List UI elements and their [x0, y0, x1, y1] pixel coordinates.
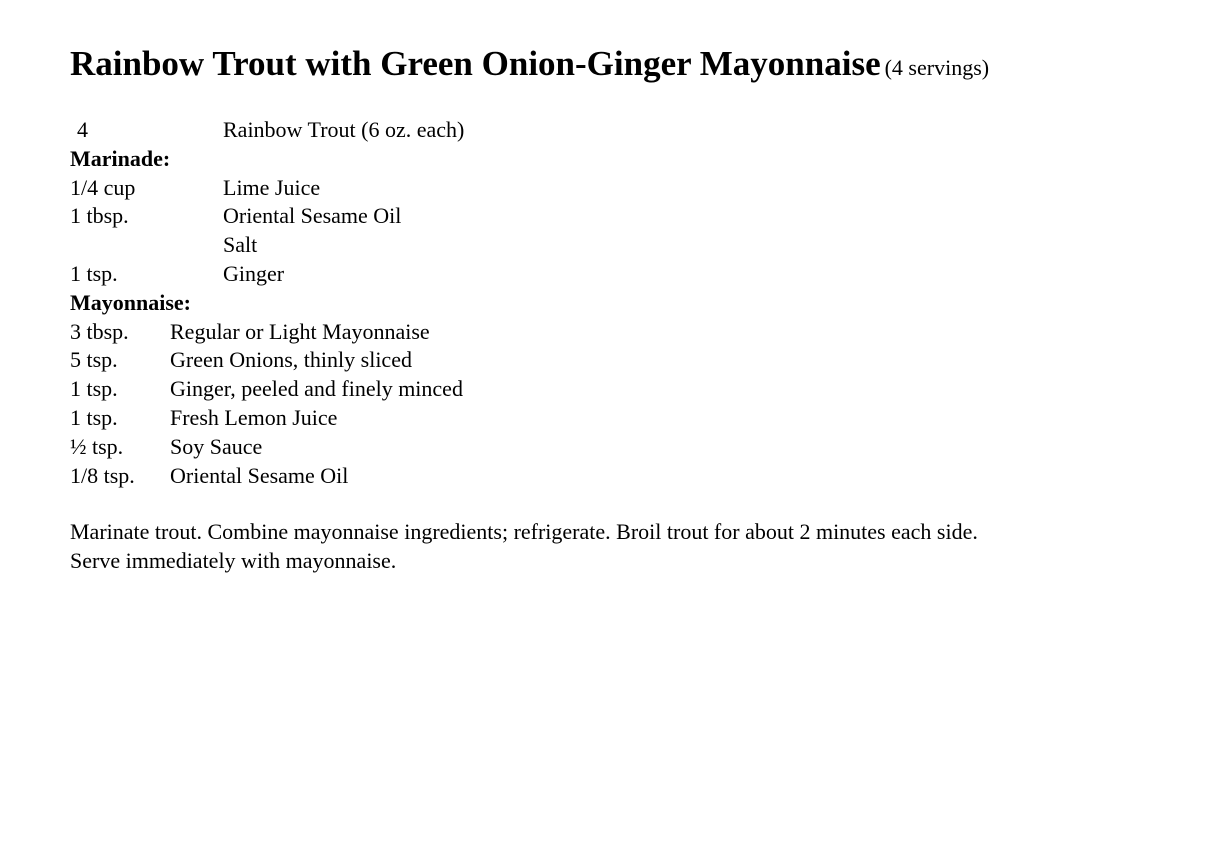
ingredient-name: Salt — [223, 232, 258, 258]
marinade-row — [70, 202, 1170, 231]
ingredient-name: Rainbow Trout (6 oz. each) — [223, 117, 465, 142]
ingredient-name: Oriental Sesame Oil — [170, 462, 349, 488]
mayonnaise-row — [70, 433, 1170, 462]
main-ingredient-row — [70, 116, 1170, 145]
ingredient-quantity: ½ tsp. — [70, 433, 124, 459]
ingredient-quantity: 3 tbsp. — [70, 318, 129, 344]
ingredient-name: Green Onions, thinly sliced — [170, 347, 412, 373]
mayonnaise-row — [70, 404, 1170, 433]
mayonnaise-heading-row — [70, 289, 1170, 318]
mayonnaise-heading: Mayonnaise: — [70, 289, 191, 315]
ingredient-name: Ginger — [223, 260, 285, 286]
ingredient-quantity: 1 tbsp. — [70, 203, 129, 229]
ingredient-name: Lime Juice — [223, 174, 321, 200]
ingredient-quantity: 1/4 cup — [70, 174, 136, 200]
ingredient-name: Fresh Lemon Juice — [170, 404, 338, 430]
marinade-row — [70, 231, 1170, 260]
recipe-title: Rainbow Trout with Green Onion-Ginger Mayonnaise — [70, 44, 881, 83]
ingredient-quantity: 4 — [77, 117, 88, 142]
ingredient-quantity: 1 tsp. — [70, 404, 118, 430]
ingredient-quantity: 1 tsp. — [70, 260, 118, 286]
marinade-heading: Marinade: — [70, 145, 171, 171]
title-line — [70, 44, 989, 84]
ingredient-name: Regular or Light Mayonnaise — [170, 318, 430, 344]
ingredient-quantity: 5 tsp. — [70, 347, 118, 373]
ingredient-name: Oriental Sesame Oil — [223, 203, 402, 229]
instruction-line: Serve immediately with mayonnaise. — [70, 547, 397, 573]
mayonnaise-row — [70, 318, 1170, 347]
mayonnaise-row — [70, 375, 1170, 404]
marinade-heading-row — [70, 145, 1170, 174]
ingredient-name: Soy Sauce — [170, 433, 263, 459]
ingredient-quantity: 1 tsp. — [70, 376, 118, 402]
marinade-row — [70, 174, 1170, 203]
ingredient-name: Ginger, peeled and finely minced — [170, 376, 463, 402]
ingredient-quantity: 1/8 tsp. — [70, 462, 135, 488]
servings-note: (4 servings) — [884, 55, 990, 80]
ingredient-list — [70, 116, 1170, 490]
instruction-line: Marinate trout. Combine mayonnaise ingredients; refrigerate. Broil trout for about 2 minutes each side. — [70, 519, 978, 544]
mayonnaise-row — [70, 462, 1170, 491]
mayonnaise-row — [70, 346, 1170, 375]
marinade-row — [70, 260, 1170, 289]
instructions — [70, 518, 1170, 575]
